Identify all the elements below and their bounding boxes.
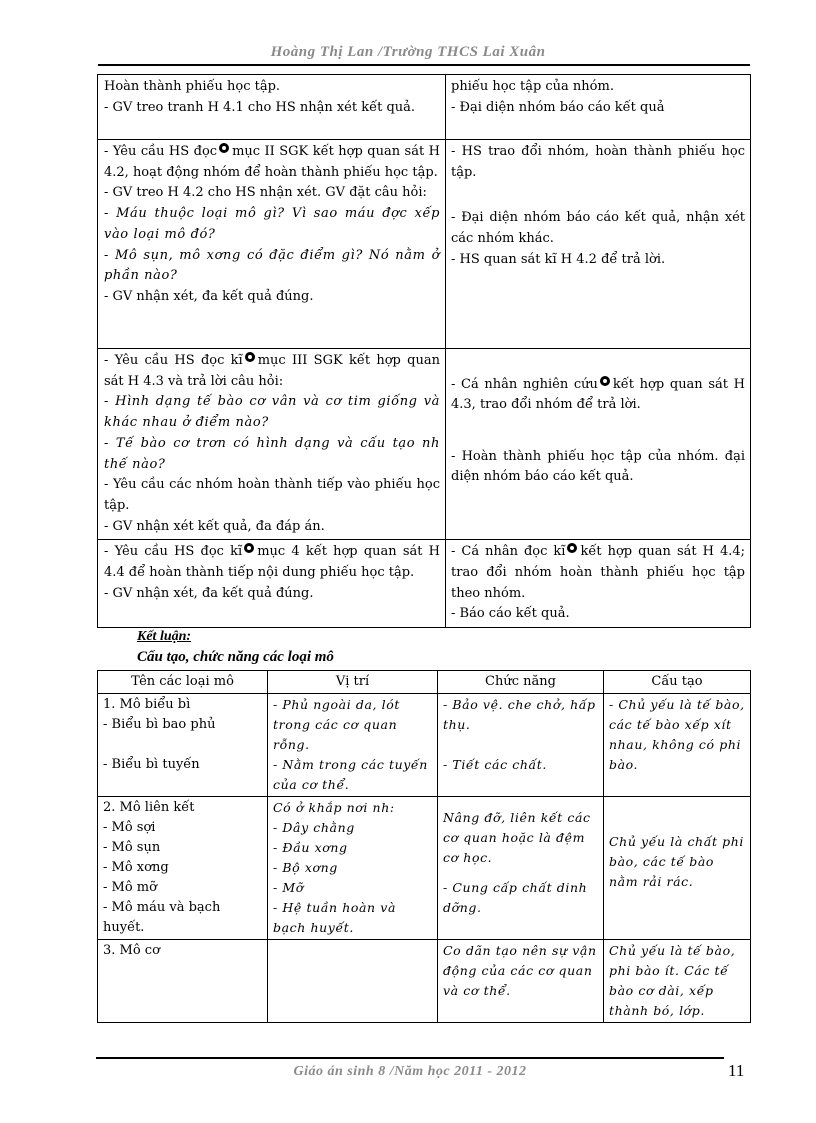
text-line: Nâng đỡ, liên kết các cơ quan hoặc là đệm cơ học. [443,810,591,865]
text-fragment: mục 4 kết hợp quan sát H 4.4 để hoàn thành tiếp nội dung phiếu học tập. [104,544,440,581]
question: - Tế bào cơ trơn có hình dạng và cấu tạo nh thế nào? [104,435,440,472]
tissue-name-cell [98,797,268,940]
text-line: Co dãn tạo nên sự vận động của các cơ quan và cơ thể. [443,943,597,998]
structure-cell [604,797,751,940]
tissue-table [97,670,751,1023]
text-line: - Phủ ngoài da, lót trong các cơ quan rỗng. [273,697,401,752]
text-line: - Mô máu và bạch huyết. [103,900,221,935]
table-header-row [98,671,751,694]
teacher-activity-cell [98,349,446,540]
text-fragment: mục III SGK kết hợp quan sát H 4.3 và trả lời câu hỏi: [104,353,440,389]
question: - Mô sụn, mô xơng có đặc điểm gì? Nó nằm ở phần nào? [104,247,440,284]
page-footer: Giáo án sinh 8 /Năm học 2011 - 2012 [293,1064,527,1079]
text-line: - Chủ yếu là tế bào, các tế bào xếp xít nhau, không có phi bào. [609,697,745,772]
activity-row [98,140,751,349]
student-activity-cell [446,540,751,628]
text-line: - Mô sợi [103,820,156,835]
reference-bullet-icon [600,376,610,386]
tissue-name-cell [98,694,268,797]
text-line [451,542,745,604]
text-fragment: - Yêu cầu HS đọc [104,144,218,159]
position-cell [268,797,438,940]
header-rule [98,64,750,66]
structure-cell [604,940,751,1023]
text-fragment: kết hợp quan sát H 4.4; trao đổi nhóm hoàn thành phiếu học tập theo nhóm. [451,544,745,601]
reference-bullet-icon [244,543,254,553]
table-row [98,940,751,1023]
student-activity-cell [446,349,751,540]
text-fragment: - Cá nhân nghiên cứu [451,376,598,392]
text-line: Có ở khắp nơi nh: [273,800,395,815]
question: - Hình dạng tế bào cơ vân và cơ tim giống và khác nhau ở điểm nào? [104,394,440,431]
text-line: - Đại diện nhóm báo cáo kết quả, nhận xét các nhóm khác. [451,210,745,246]
text-line: - Bộ xơng [273,860,338,875]
reference-bullet-icon [245,352,255,362]
text-fragment: kết hợp quan sát H 4.3, trao đổi nhóm để trả lời. [451,376,745,413]
text-line: - Bảo vệ. che chở, hấp thụ. [443,697,596,732]
text-line: - Mỡ [273,880,304,895]
conclusion-title: Cấu tạo, chức năng các loại mô [137,649,334,665]
teacher-activity-cell [98,75,446,140]
text-line: - HS trao đổi nhóm, hoàn thành phiếu học tập. [451,144,745,180]
activity-table [97,74,751,628]
structure-cell [604,694,751,797]
text-fragment: - Cá nhân đọc kĩ [451,544,566,560]
reference-bullet-icon [219,143,229,153]
text-line: - Yêu cầu các nhóm hoàn thành tiếp vào phiếu học tập. [104,477,440,513]
text-fragment: mục II SGK kết hợp quan sát H 4.2, hoạt động nhóm để hoàn thành phiếu học tập. [104,144,440,180]
teacher-activity-cell [98,540,446,628]
text-line: phiếu học tập của nhóm. [451,79,614,94]
text-line: - HS quan sát kĩ H 4.2 để trả lời. [451,251,666,267]
text-line: - Đại diện nhóm báo cáo kết quả [451,100,665,116]
text-fragment: - Yêu cầu HS đọc kĩ [104,353,243,368]
text-line: - Mô sụn [103,840,161,855]
text-line: - GV nhận xét kết quả, đa đáp án. [104,518,325,534]
text-line: - GV treo tranh H 4.1 cho HS nhận xét kết quả. [104,99,416,115]
text-line: - Cung cấp chất dinh dỡng. [443,880,588,915]
reference-bullet-icon [567,543,577,553]
text-line: Hoàn thành phiếu học tập. [104,79,281,94]
position-cell [268,940,438,1023]
tissue-name-cell: 3. Mô cơ [98,940,268,1023]
text-line: - Hoàn thành phiếu học tập của nhóm. đại diện nhóm báo cáo kết quả. [451,448,745,485]
text-line [104,351,440,392]
column-header: Tên các loại mô [98,671,268,694]
text-line [451,375,745,416]
text-line: - GV nhận xét, đa kết quả đúng. [104,288,314,304]
text-line: - Biểu bì tuyến [103,757,200,772]
conclusion-label: Kết luận: [137,629,192,644]
table-row [98,694,751,797]
question: - Máu thuộc loại mô gì? Vì sao máu đợc xếp vào loại mô đó? [104,206,440,242]
text-line: - Tiết các chất. [443,757,547,772]
position-cell [268,694,438,797]
column-header: Chức năng [438,671,604,694]
text-line: - GV nhận xét, đa kết quả đúng. [104,585,314,601]
table-row [98,797,751,940]
activity-row [98,540,751,628]
function-cell [438,940,604,1023]
text-line [104,542,440,583]
text-line: - Đầu xơng [273,840,348,855]
text-fragment: - Yêu cầu HS đọc kĩ [104,544,243,560]
text-line: 2. Mô liên kết [103,800,195,815]
text-line: Chủ yếu là chất phi bào, các tế bào nằm rải rác. [609,834,744,889]
teacher-activity-cell [98,140,446,349]
text-line: - Nằm trong các tuyến của cơ thể. [273,757,428,792]
column-header: Cấu tạo [604,671,751,694]
page-number: 11 [728,1061,745,1080]
text-line: Chủ yếu là tế bào, phi bào ít. Các tế bào cơ dài, xếp thành bó, lớp. [609,943,736,1018]
text-line: - Mô xơng [103,860,169,875]
student-activity-cell [446,75,751,140]
activity-row [98,349,751,540]
text-line: - Báo cáo kết quả. [451,606,570,622]
function-cell [438,694,604,797]
text-line: - Dây chằng [273,820,355,835]
student-activity-cell [446,140,751,349]
text-line [104,142,440,183]
function-cell [438,797,604,940]
page-header: Hoàng Thị Lan /Trường THCS Lai Xuân [270,44,546,60]
footer-rule [96,1057,724,1059]
text-line: - GV treo H 4.2 cho HS nhận xét. GV đặt câu hỏi: [104,185,427,201]
column-header: Vị trí [268,671,438,694]
text-line: - Mô mỡ [103,880,157,895]
text-line: - Biểu bì bao phủ [103,717,216,732]
text-line: - Hệ tuần hoàn và bạch huyết. [273,900,396,935]
text-line: 1. Mô biểu bì [103,697,191,712]
activity-row [98,75,751,140]
